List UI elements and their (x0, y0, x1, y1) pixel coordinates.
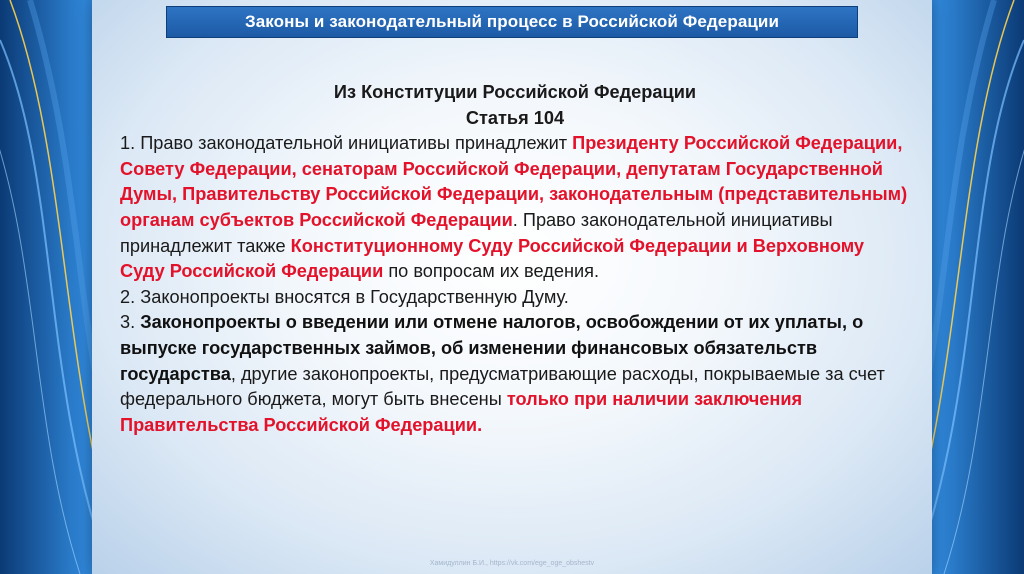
p1-seg: . Право законодательной инициативы принадлежит также (120, 209, 833, 256)
p3-seg: 3. (120, 312, 141, 333)
p3-seg: Законопроекты о введении или отмене налогов, освобождении от их уплаты, о выпуске государственных займов, об изменении финансовых обязательств государства (120, 312, 864, 384)
p3-seg: , другие законопроекты, предусматривающие расходы, покрываемые за счет федерального бюджета, могут быть внесены (120, 363, 885, 410)
p1-seg: по вопросам их ведения. (383, 261, 600, 282)
paragraph-2: 2. Законопроекты вносятся в Государственную Думу. (120, 286, 569, 307)
p3-seg: только при наличии заключения Правительства Российской Федерации. (120, 389, 803, 435)
constitution-heading: Из Конституции Российской Федерации (333, 82, 697, 102)
paragraph-3 (120, 310, 910, 438)
p1-seg: Конституционному Суду Российской Федерации и Верховному Суду Российской Федерации (120, 235, 865, 282)
p1-seg: Президенту Российской Федерации, Совету Федерации, сенаторам Российской Федерации, депутатам Государственной Думы, Правительству Российской Федерации, законодательным (представительным) органам субъектов Российской Федерации (120, 133, 908, 230)
article-number: Статья 104 (465, 107, 565, 128)
p1-seg: 1. Право законодательной инициативы принадлежит (120, 133, 573, 154)
paragraph-1 (120, 131, 910, 285)
article-text (120, 80, 910, 438)
title-bar (166, 6, 858, 38)
slide-title: Законы и законодательный процесс в Российской Федерации (244, 12, 780, 31)
footer-credit: Хамидуллин Б.И., https://vk.com/ege_oge_obshestv (429, 560, 595, 567)
